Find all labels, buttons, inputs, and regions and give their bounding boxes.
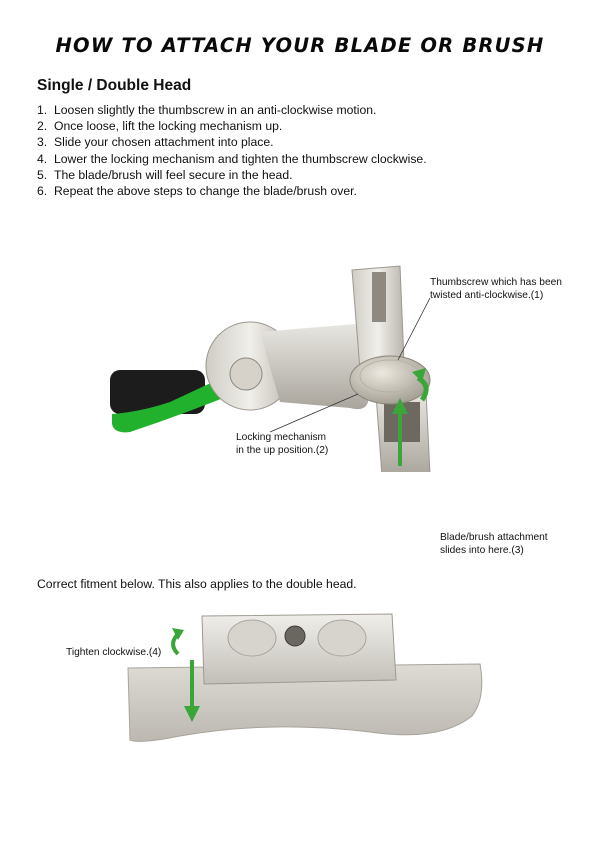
locking-label: Locking mechanism in the up position.(2) [236,432,329,456]
list-item: 6. Repeat the above steps to change the blade/brush over. [37,184,357,199]
head-block [202,614,396,684]
thumbscrew-label: Thumbscrew which has been twisted anti-clockwise.(1) [430,277,562,301]
list-item: 4. Lower the locking mechanism and tighten the thumbscrew clockwise. [37,151,427,166]
blade-fitment-photo [120,608,490,753]
list-item: 1. Loosen slightly the thumbscrew in an anti-clockwise motion. [37,103,377,117]
fitment-note: Correct fitment below. This also applies to the double head. [37,577,357,591]
section-heading: Single / Double Head [37,77,192,94]
list-item: 5. The blade/brush will feel secure in the head. [37,167,293,182]
list-item: 3. Slide your chosen attachment into place. [37,135,274,150]
slide-label: Blade/brush attachment slides into here.(3) [440,532,548,556]
page-title: HOW TO ATTACH YOUR BLADE OR BRUSH [55,34,545,57]
tighten-label: Tighten clockwise.(4) [66,647,162,658]
instruction-list [37,102,427,199]
list-item: 2. Once loose, lift the locking mechanism up. [37,119,283,134]
